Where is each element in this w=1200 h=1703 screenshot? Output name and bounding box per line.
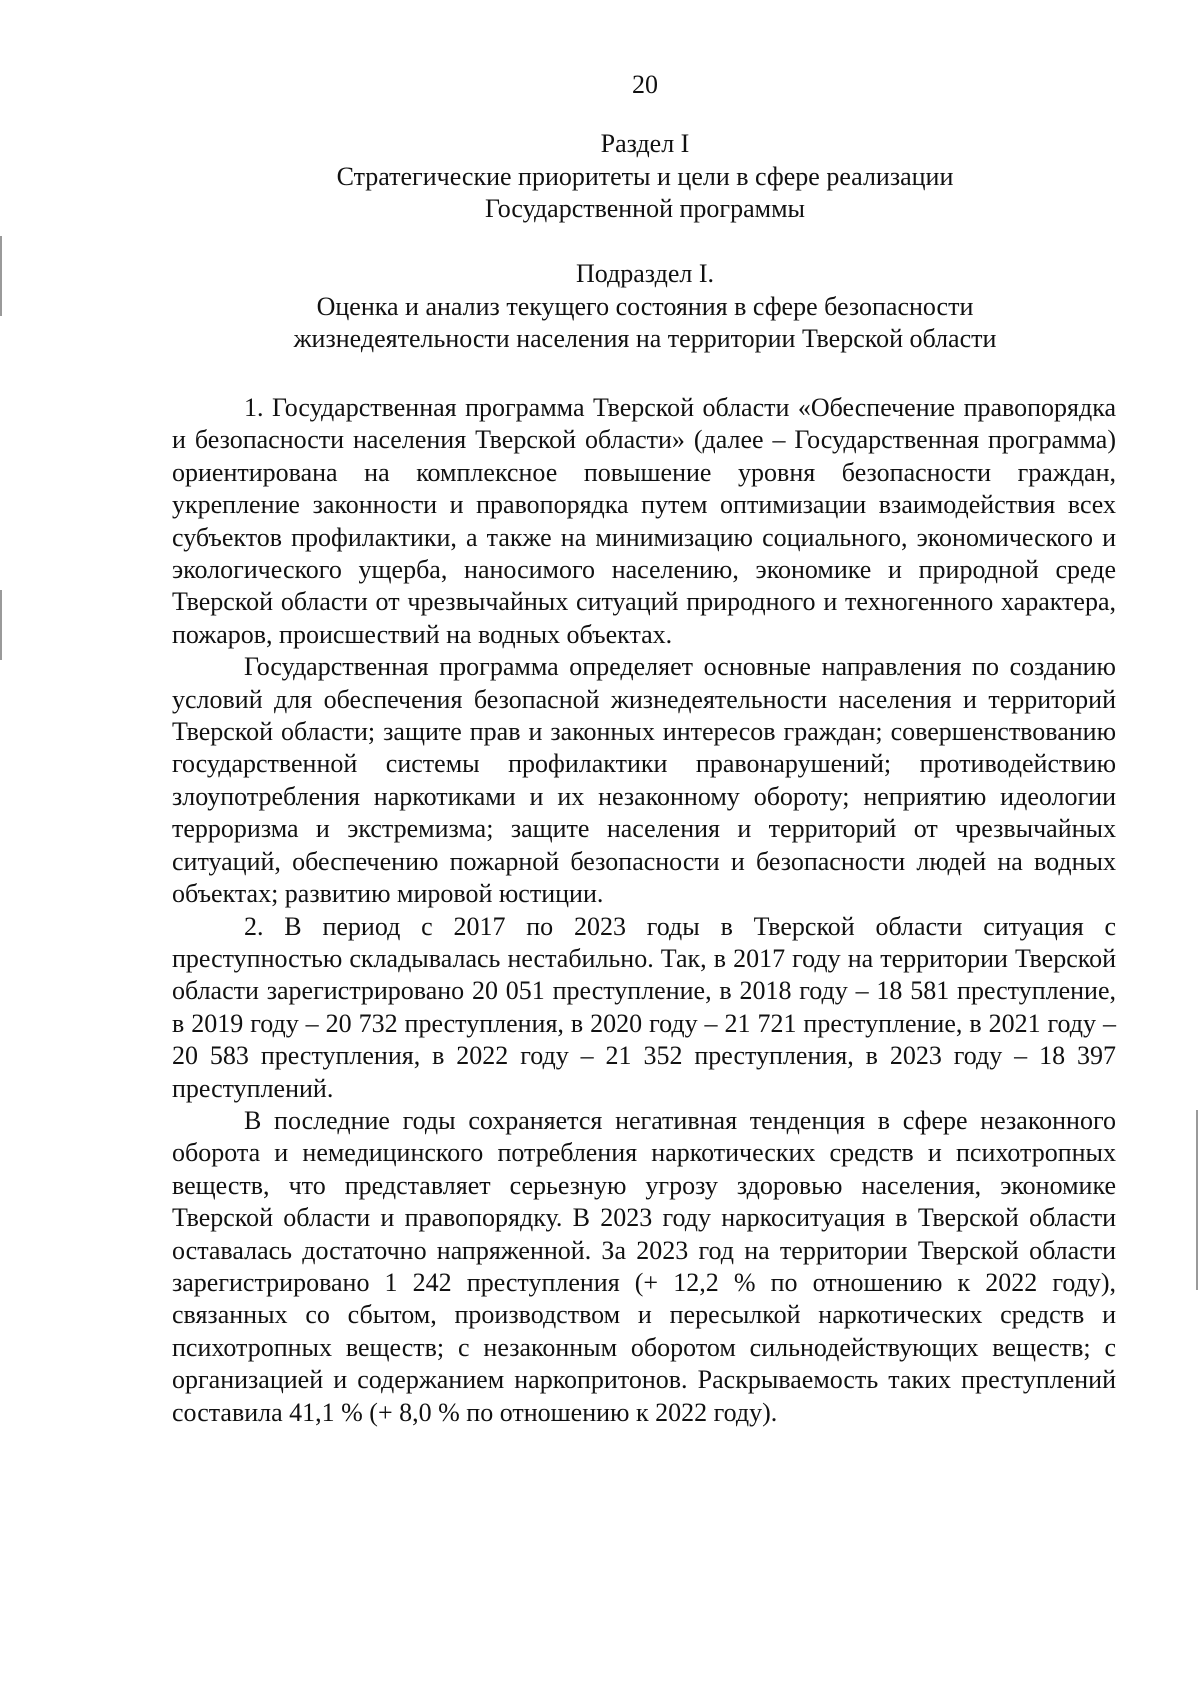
- page-number: 20: [632, 70, 658, 99]
- scan-artifact-left-2: [0, 590, 2, 660]
- subsection-title-line-1: Оценка и анализ текущего состояния в сфере безопасности: [316, 291, 974, 321]
- section-label: Раздел I: [600, 129, 690, 158]
- scan-artifact-right: [1196, 1110, 1198, 1290]
- section-title-line-1: Стратегические приоритеты и цели в сфере реализации: [336, 161, 954, 191]
- subsection-label: Подраздел I.: [576, 259, 714, 288]
- subsection-heading: [0, 258, 1200, 356]
- paragraph: В последние годы сохраняется негативная тенденция в сфере незаконного оборота и немедицинского потребления наркотических средств и психотропных веществ, что представляет серьезную угрозу здоровью населения, экономике Тверской области и правопорядку. В 2023 году наркоситуация в Тверской области оставалась достаточно напряженной. За 2023 год на территории Тверской области зарегистрировано 1 242 преступления (+ 12,2 % по отношению к 2022 году), связанных со сбытом, производством и пересылкой наркотических средств и психотропных веществ; с незаконным оборотом сильнодействующих веществ; с организацией и содержанием наркопритонов. Раскрываемость таких преступлений составила 41,1 % (+ 8,0 % по отношению к 2022 году).: [172, 1105, 1116, 1427]
- subsection-title-line-2: жизнедеятельности населения на территории Тверской области: [293, 324, 997, 353]
- body-text: [172, 392, 1116, 1429]
- paragraph: 1. Государственная программа Тверской области «Обеспечение правопорядка и безопасности населения Тверской области» (далее – Государственная программа) ориентирована на комплексное повышение уровня безопасности граждан, укрепление законности и правопорядка путем оптимизации взаимодействия всех субъектов профилактики, а также на минимизацию социального, экономического и экологического ущерба, наносимого населению, экономике и природной среде Тверской области от чрезвычайных ситуаций природного и техногенного характера, пожаров, происшествий на водных объектах.: [172, 393, 1116, 649]
- paragraph: Государственная программа определяет основные направления по созданию условий для обеспечения безопасной жизнедеятельности населения и территорий Тверской области; защите прав и законных интересов граждан; совершенствованию государственной системы профилактики правонарушений; противодействию злоупотребления наркотиками и их незаконному обороту; неприятию идеологии терроризма и экстремизма; защите населения и территорий от чрезвычайных ситуаций, обеспечению пожарной безопасности и безопасности людей на водных объектах; развитию мировой юстиции.: [172, 652, 1116, 909]
- section-heading: [0, 128, 1200, 226]
- section-title-line-2: Государственной программы: [484, 194, 806, 223]
- paragraph: 2. В период с 2017 по 2023 годы в Тверской области ситуация с преступностью складывалась нестабильно. Так, в 2017 году на территории Тверской области зарегистрировано 20 051 преступление, в 2018 году – 18 581 преступление, в 2019 году – 20 732 преступления, в 2020 году – 21 721 преступление, в 2021 году – 20 583 преступления, в 2022 году – 21 352 преступления, в 2023 году – 18 397 преступлений.: [172, 911, 1116, 1103]
